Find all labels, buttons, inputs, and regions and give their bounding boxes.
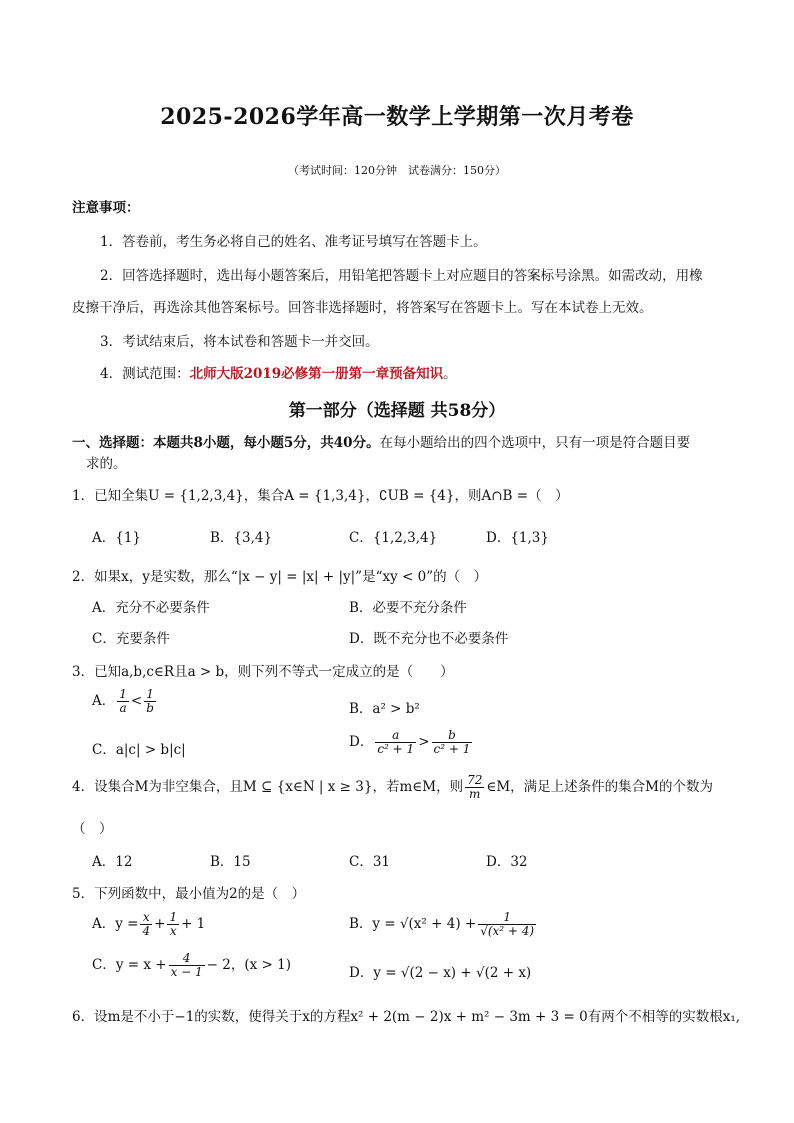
fraction-numerator: x (140, 911, 152, 925)
q4-option-a: A．12 (92, 854, 133, 870)
fraction-denominator: m (469, 787, 481, 801)
fraction-numerator: 72 (467, 773, 483, 787)
fraction-numerator: 4 (169, 952, 205, 966)
q2-option-a: A．充分不必要条件 (92, 600, 210, 616)
q3-option-a (92, 688, 158, 715)
fraction-numerator: 1 (119, 687, 127, 701)
q4-fraction (465, 774, 484, 801)
scope-suffix: 。 (443, 366, 457, 382)
fraction-denominator: 4 (142, 924, 151, 938)
q3-a-left-fraction (117, 688, 129, 715)
q5-c-label: C．y = x + (92, 957, 167, 973)
q3-stem: 3．已知a,b,c∈R且a > b，则下列不等式一定成立的是（ ） (72, 664, 454, 680)
notice-item-3: 3．考试结束后，将本试卷和答题卡一并交回。 (100, 334, 379, 350)
notice-item-2: 2．回答选择题时，选出每小题答案后，用铅笔把答题卡上对应题目的答案标号涂黑。如需改动，用橡 (100, 268, 703, 284)
q3-option-d-label: D． (349, 734, 374, 750)
q1-stem: 1．已知全集U = {1,2,3,4}，集合A = {1,3,4}，∁UB = {4}，则A∩B =（ ） (72, 488, 569, 504)
q3-d-left-fraction (375, 729, 416, 756)
q5-c-tail: − 2，(x > 1) (206, 957, 291, 973)
fraction-denominator: x − 1 (170, 965, 203, 979)
fraction-numerator: 1 (144, 688, 156, 702)
q2-option-d: D．既不充分也不必要条件 (349, 631, 509, 647)
q3-option-a-label: A． (92, 693, 116, 709)
part-intro-text: 在每小题给出的四个选项中，只有一项是符合题目要 (379, 435, 691, 451)
fraction-denominator: c² + 1 (433, 742, 471, 756)
fraction-denominator: b (146, 701, 154, 715)
q5-c-fraction (169, 952, 205, 979)
part-intro-line2: 求的。 (86, 456, 127, 472)
q1-option-d: D．{1,3} (486, 530, 549, 546)
q3-a-right-fraction (144, 688, 156, 715)
q4-option-d: D．32 (486, 854, 528, 870)
q4-stem-end: ∈M，满足上述条件的集合M的个数为 (486, 779, 713, 795)
fraction-denominator: a (119, 701, 127, 715)
q5-option-a (92, 911, 205, 938)
q5-stem: 5．下列函数中，最小值为2的是（ ） (72, 886, 306, 902)
fraction-denominator: x (169, 924, 177, 938)
part-intro-label: 一、选择题： (72, 435, 153, 451)
q1-option-c: C．{1,2,3,4} (349, 530, 438, 546)
q3-a-operator: < (130, 693, 143, 709)
q3-d-operator: > (418, 734, 430, 750)
fraction-numerator: 1 (169, 910, 178, 924)
notice-heading: 注意事项： (72, 200, 140, 216)
fraction-numerator: b (432, 729, 473, 743)
q5-option-d: D．y = √(2 − x) + √(2 + x) (349, 965, 532, 981)
q3-option-c: C．a|c| > b|c| (92, 742, 186, 758)
q3-d-right-fraction (432, 729, 473, 756)
q3-option-d (349, 729, 474, 756)
q5-b-fraction (478, 911, 536, 938)
q5-b-label: B．y = √(x² + 4) + (349, 916, 477, 932)
page-title: 2025-2026学年高一数学上学期第一次月考卷 (160, 104, 634, 130)
q5-a-tail: + 1 (181, 916, 206, 932)
q2-stem: 2．如果x，y是实数，那么“|x − y| = |x| + |y|”是“xy < 0”的（ ） (72, 569, 488, 585)
q4-option-b: B．15 (210, 854, 251, 870)
q3-option-b: B．a² > b² (349, 701, 420, 717)
q5-a-fraction-2 (167, 911, 179, 938)
q1-option-b: B．{3,4} (210, 530, 273, 546)
q5-a-label: A．y = (92, 916, 139, 932)
fraction-denominator: c² + 1 (377, 742, 415, 756)
q4-option-c: C．31 (349, 854, 391, 870)
q1-option-a: A．{1} (92, 530, 142, 546)
q5-option-c (92, 952, 291, 979)
part-intro-line1 (72, 431, 690, 451)
part-intro-score: 本题共8小题，每小题5分，共40分。 (153, 435, 380, 451)
notice-item-2-cont: 皮擦干净后，再选涂其他答案标号。回答非选择题时，将答案写在答题卡上。写在本试卷上无效。 (72, 300, 653, 316)
notice-item-1: 1．答卷前，考生务必将自己的姓名、准考证号填写在答题卡上。 (100, 234, 487, 250)
q2-option-c: C．充要条件 (92, 631, 170, 647)
q5-a-plus: + (154, 916, 166, 932)
section-title: 第一部分（选择题 共58分） (288, 401, 506, 421)
q5-option-b (349, 911, 538, 938)
fraction-numerator: a (375, 729, 416, 743)
exam-info: （考试时间：120分钟 试卷满分：150分） (288, 164, 506, 177)
notice-item-4 (100, 362, 457, 382)
scope-value: 北师大版2019必修第一册第一章预备知识 (189, 366, 444, 382)
fraction-numerator: 1 (478, 911, 536, 925)
fraction-denominator: √(x² + 4) (480, 924, 535, 938)
q2-option-b: B．必要不充分条件 (349, 600, 467, 616)
q4-stem-line2: （ ） (72, 821, 113, 837)
q4-stem-start: 4．设集合M为非空集合，且M ⊆ {x∈N | x ≥ 3}，若m∈M，则 (72, 779, 464, 795)
q5-a-fraction-1 (140, 911, 152, 938)
q4-stem (72, 774, 713, 801)
q6-stem: 6．设m是不小于−1的实数，使得关于x的方程x² + 2(m − 2)x + m² − 3m + 3 = 0有两个不相等的实数根x₁, (72, 1009, 741, 1025)
scope-prefix: 4．测试范围： (100, 366, 190, 382)
